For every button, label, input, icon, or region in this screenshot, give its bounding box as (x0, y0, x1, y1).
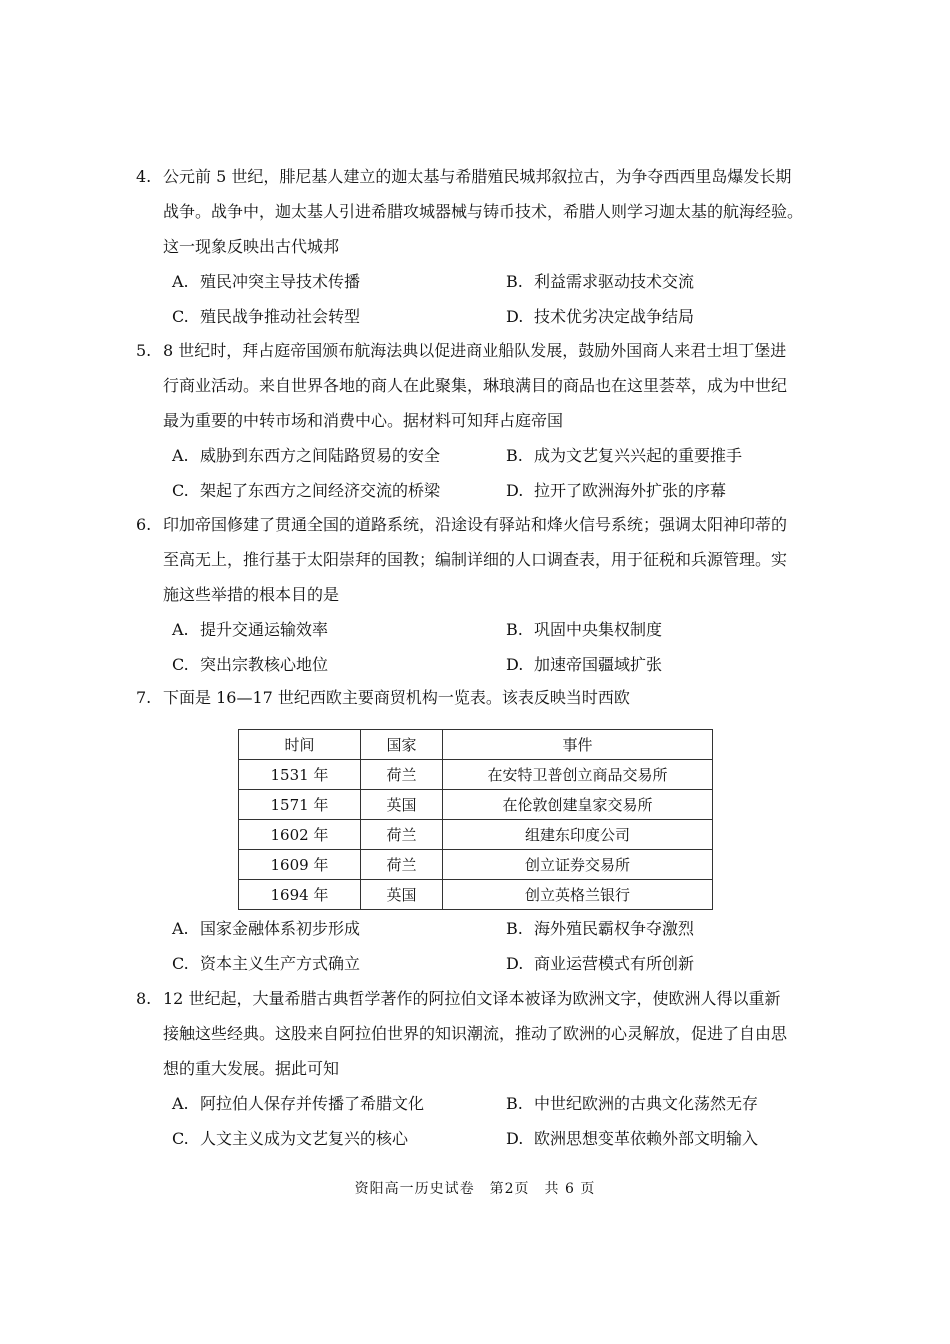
stem-line: 公元前 5 世纪，腓尼基人建立的迦太基与希腊殖民城邦叙拉古，为争夺西西里岛爆发长期 (163, 167, 792, 186)
question-6 (136, 507, 816, 682)
option-d[interactable]: D. 加速帝国疆域扩张 (506, 655, 663, 674)
options-row (136, 473, 816, 508)
cell-time: 1694 年 (239, 880, 361, 910)
page-footer: 资阳高一历史试卷 第2页 共 6 页 (354, 1181, 596, 1197)
cell-country: 荷兰 (361, 820, 443, 850)
option-d[interactable]: D. 欧洲思想变革依赖外部文明输入 (506, 1129, 759, 1148)
question-number: 4. (136, 167, 152, 186)
cell-country: 英国 (361, 790, 443, 820)
stem-line: 施这些举措的根本目的是 (163, 585, 340, 604)
table-row (239, 820, 713, 850)
table-row (239, 880, 713, 910)
stem-line: 12 世纪起，大量希腊古典哲学著作的阿拉伯文译本被译为欧洲文字，使欧洲人得以重新 (163, 989, 781, 1008)
option-d[interactable]: D. 技术优劣决定战争结局 (506, 307, 695, 326)
question-stem (136, 680, 816, 715)
table-row (239, 760, 713, 790)
options-row (136, 647, 816, 682)
question-number: 5. (136, 341, 152, 360)
question-stem (136, 333, 816, 438)
table-row (239, 790, 713, 820)
stem-line: 接触这些经典。这股来自阿拉伯世界的知识潮流，推动了欧洲的心灵解放，促进了自由思 (163, 1024, 788, 1043)
question-7-options (136, 911, 816, 981)
header-country: 国家 (361, 730, 443, 760)
cell-time: 1531 年 (239, 760, 361, 790)
option-a[interactable]: A. 阿拉伯人保存并传播了希腊文化 (172, 1094, 425, 1113)
cell-event: 组建东印度公司 (443, 820, 713, 850)
table-row (239, 850, 713, 880)
stem-line: 这一现象反映出古代城邦 (163, 237, 340, 256)
option-c[interactable]: C. 架起了东西方之间经济交流的桥梁 (172, 481, 441, 500)
stem-line: 下面是 16—17 世纪西欧主要商贸机构一览表。该表反映当时西欧 (163, 688, 630, 707)
cell-country: 英国 (361, 880, 443, 910)
question-5 (136, 333, 816, 508)
trade-institutions-table (238, 729, 713, 910)
question-stem (136, 159, 816, 264)
question-number: 8. (136, 989, 152, 1008)
cell-event: 在安特卫普创立商品交易所 (443, 760, 713, 790)
option-c[interactable]: C. 殖民战争推动社会转型 (172, 307, 361, 326)
option-b[interactable]: B. 中世纪欧洲的古典文化荡然无存 (506, 1094, 759, 1113)
question-number: 7. (136, 688, 152, 707)
stem-line: 至高无上，推行基于太阳崇拜的国教；编制详细的人口调查表，用于征税和兵源管理。实 (163, 550, 788, 569)
option-c[interactable]: C. 突出宗教核心地位 (172, 655, 329, 674)
question-stem (136, 507, 816, 612)
options-row (136, 1086, 816, 1121)
cell-time: 1571 年 (239, 790, 361, 820)
cell-time: 1609 年 (239, 850, 361, 880)
option-d[interactable]: D. 商业运营模式有所创新 (506, 954, 695, 973)
option-c[interactable]: C. 资本主义生产方式确立 (172, 954, 361, 973)
option-d[interactable]: D. 拉开了欧洲海外扩张的序幕 (506, 481, 727, 500)
stem-line: 战争。战争中，迦太基人引进希腊攻城器械与铸币技术，希腊人则学习迦太基的航海经验。 (163, 202, 804, 221)
option-b[interactable]: B. 巩固中央集权制度 (506, 620, 663, 639)
cell-event: 创立英格兰银行 (443, 880, 713, 910)
cell-event: 在伦敦创建皇家交易所 (443, 790, 713, 820)
cell-time: 1602 年 (239, 820, 361, 850)
option-b[interactable]: B. 海外殖民霸权争夺激烈 (506, 919, 695, 938)
header-time: 时间 (239, 730, 361, 760)
cell-country: 荷兰 (361, 850, 443, 880)
options-row (136, 612, 816, 647)
question-number: 6. (136, 515, 152, 534)
options-row (136, 946, 816, 981)
stem-line: 想的重大发展。据此可知 (163, 1059, 340, 1078)
option-b[interactable]: B. 利益需求驱动技术交流 (506, 272, 695, 291)
options-row (136, 1121, 816, 1156)
options-row (136, 299, 816, 334)
question-4 (136, 159, 816, 334)
cell-country: 荷兰 (361, 760, 443, 790)
stem-line: 印加帝国修建了贯通全国的道路系统，沿途设有驿站和烽火信号系统；强调太阳神印蒂的 (163, 515, 788, 534)
header-event: 事件 (443, 730, 713, 760)
options-row (136, 911, 816, 946)
stem-line: 8 世纪时，拜占庭帝国颁布航海法典以促进商业船队发展，鼓励外国商人来君士坦丁堡进 (163, 341, 787, 360)
option-a[interactable]: A. 国家金融体系初步形成 (172, 919, 361, 938)
option-a[interactable]: A. 殖民冲突主导技术传播 (172, 272, 361, 291)
stem-line: 最为重要的中转市场和消费中心。据材料可知拜占庭帝国 (163, 411, 564, 430)
cell-event: 创立证券交易所 (443, 850, 713, 880)
option-a[interactable]: A. 威胁到东西方之间陆路贸易的安全 (172, 446, 441, 465)
option-a[interactable]: A. 提升交通运输效率 (172, 620, 329, 639)
option-c[interactable]: C. 人文主义成为文艺复兴的核心 (172, 1129, 409, 1148)
option-b[interactable]: B. 成为文艺复兴兴起的重要推手 (506, 446, 743, 465)
question-7 (136, 680, 816, 715)
question-stem (136, 981, 816, 1086)
question-8 (136, 981, 816, 1156)
options-row (136, 438, 816, 473)
stem-line: 行商业活动。来自世界各地的商人在此聚集，琳琅满目的商品也在这里荟萃，成为中世纪 (163, 376, 788, 395)
options-row (136, 264, 816, 299)
table-header-row (239, 730, 713, 760)
